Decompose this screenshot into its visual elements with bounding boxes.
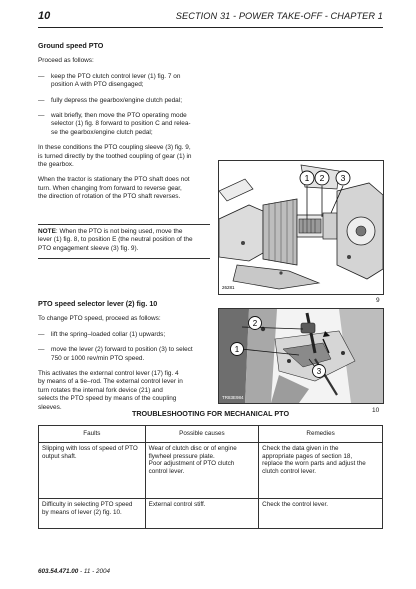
callout-3: 3 [316,367,322,376]
note-divider [38,224,210,225]
document-date: - 11 - 2004 [78,568,111,575]
gearbox-drawing [219,161,383,294]
header-rule [38,27,383,28]
page-footer [38,568,110,575]
callout-1: 1 [234,345,240,354]
ground-speed-intro: Proceed as follows: [38,57,94,65]
callout-2: 2 [319,173,325,183]
figure-9 [218,160,384,295]
section-title: SECTION 31 - POWER TAKE-OFF - CHAPTER 1 [175,11,383,21]
col-header-remedies: Remedies [259,426,383,443]
paragraph: This activates the external control lever (17) fig. 4 by means of a tie–rod. The external control lever in turn rotates the internal fork device (21) and selects the PTO speed by means of the coupling sleeves. [38,370,183,411]
list-item: — lift the spring–loaded collar (1) upwards; [38,330,166,338]
selector-lever-photo [219,309,383,403]
table-header-row [39,426,383,443]
list-item: — keep the PTO clutch control lever (1) fig. 7 on position A with PTO disengaged; [38,72,181,89]
remedies-cell: Check the control lever. [259,499,383,529]
list-item: — wait briefly, then move the PTO operating mode selector (1) fig. 8 forward to position C and relea- se the gearbox/engine clutch pedal; [38,112,191,136]
table-row [39,499,383,529]
note-divider [38,258,210,259]
ground-speed-heading: Ground speed PTO [38,41,104,50]
col-header-causes: Possible causes [145,426,259,443]
troubleshooting-table [38,425,383,529]
list-item: — fully depress the gearbox/engine clutch pedal; [38,96,182,104]
callout-3: 3 [340,173,346,183]
remedies-cell: Check the data given in the appropriate pages of section 18, replace the worn parts and adjust the clutch control lever. [259,443,383,499]
callout-2: 2 [252,319,258,328]
note-label: NOTE [38,228,56,235]
paragraph: When the tractor is stationary the PTO shaft does not turn. When changing from forward to reverse gear, the direction of rotation of the PTO shaft reverses. [38,176,190,201]
troubleshooting-title: TROUBLESHOOTING FOR MECHANICAL PTO [131,409,290,418]
fault-cell: Slipping with loss of speed of PTO output shaft. [39,443,146,499]
selector-section [38,300,210,412]
page-header [38,10,383,24]
list-item: — move the lever (2) forward to position (3) to select 750 or 1000 rev/min PTO speed. [38,346,193,362]
page-number: 10 [38,10,51,22]
causes-cell: Wear of clutch disc or of engine flywheel pressure plate. Poor adjustment of PTO clutch control lever. [145,443,259,499]
selector-heading: PTO speed selector lever (2) fig. 10 [38,299,158,308]
figure-code: 26281 [222,285,235,290]
callout-1: 1 [304,173,310,183]
figure-10-number: 10 [372,407,380,414]
paragraph: In these conditions the PTO coupling sleeve (3) fig. 9, is turned directly by the toothed coupling of gear (1) in the gearbox. [38,144,192,169]
figure-10 [218,308,384,404]
col-header-faults: Faults [39,426,146,443]
figure-9-number: 9 [376,297,380,304]
causes-cell: External control stiff. [145,499,259,529]
figure-code: TR83E984 [222,395,244,400]
fault-cell: Difficulty in selecting PTO speed by means of lever (2) fig. 10. [39,499,146,529]
table-row [39,443,383,499]
note: NOTE: When the PTO is not being used, move the lever (1) fig. 8, to position E (the neutral position of the PTO engagement sleeve (3) fig. 9). [38,228,193,252]
ground-speed-section [38,42,210,202]
document-code: 603.54.471.00 [38,568,79,575]
selector-intro: To change PTO speed, proceed as follows: [38,315,161,323]
